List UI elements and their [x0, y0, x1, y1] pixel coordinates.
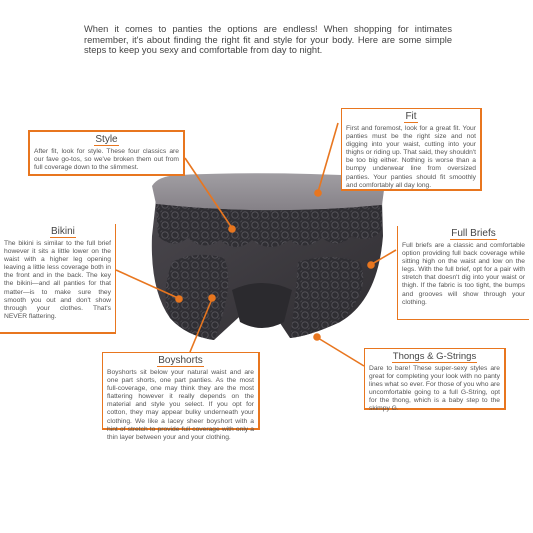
thongs-box [364, 348, 506, 413]
style-title: Style [95, 134, 118, 145]
boyshorts-box [102, 352, 260, 441]
style-box [28, 130, 185, 176]
style-text: After fit, look for style. These four classics are our fave go-tos, so we've broken them out from full coverage down to the slimmest. [34, 148, 179, 172]
bikini-box [0, 224, 116, 334]
full-briefs-text: Full briefs are a classic and comfortable option providing full back coverage while sitting high on the waist and low on the legs. With the full brief, opt for a pair with stretch that doesn't dig into your waist or thigh. If the fabric is too tight, the bumps and grooves will show through your clothing. [402, 242, 525, 306]
full-briefs-title: Full Briefs [451, 228, 496, 239]
fit-title: Fit [405, 111, 417, 122]
full-briefs-box [397, 226, 529, 320]
bikini-text: The bikini is similar to the full brief however it sits a little lower on the waist with a higher leg opening leaving a little less coverage both in the front and in the back. The key the bikini—and all panties for that matter—is to make sure they smooth you out and don't show through your clothes. That's NEVER flattering. [4, 240, 111, 320]
fit-box [341, 108, 482, 191]
crotch-gusset [232, 283, 292, 328]
lace-panel-right [290, 257, 363, 338]
fit-text: First and foremost, look for a great fit. Your panties must be the right size and not digging into your waist, cutting into your thighs or riding up. That said, they shouldn't be too big either. Nothing is worse than a bumpy underwear line from oversized panties. Your panties should fit smoothly and comfortably all day long. [346, 125, 476, 189]
boyshorts-text: Boyshorts sit below your natural waist and are one part shorts, one part panties. As the most full-coverage, one may think they are the most flattering however it really depends on the material and style you select. If you opt for cotton, they may appear bulky underneath your clothing. We like a lacey sheer boyshort with a hint of stretch to provide full coverage with only a thin layer between your and your clothing. [107, 369, 254, 441]
boyshorts-title: Boyshorts [158, 355, 203, 366]
bikini-title: Bikini [51, 226, 75, 237]
panties-image [152, 173, 384, 340]
thongs-text: Dare to bare! These super-sexy styles are great for completing your look with no panty lines what so ever. For those of you who are uncomfortable going to a full G-String, opt for the thong, which is a baby step to the skimpy G. [369, 365, 500, 413]
thongs-title: Thongs & G-Strings [392, 351, 477, 362]
intro-text: When it comes to panties the options are endless! When shopping for intimates remember, it's about finding the right fit and style for your body. Here are some simple steps to keep you sexy and comfortable from day to night. [84, 24, 452, 56]
